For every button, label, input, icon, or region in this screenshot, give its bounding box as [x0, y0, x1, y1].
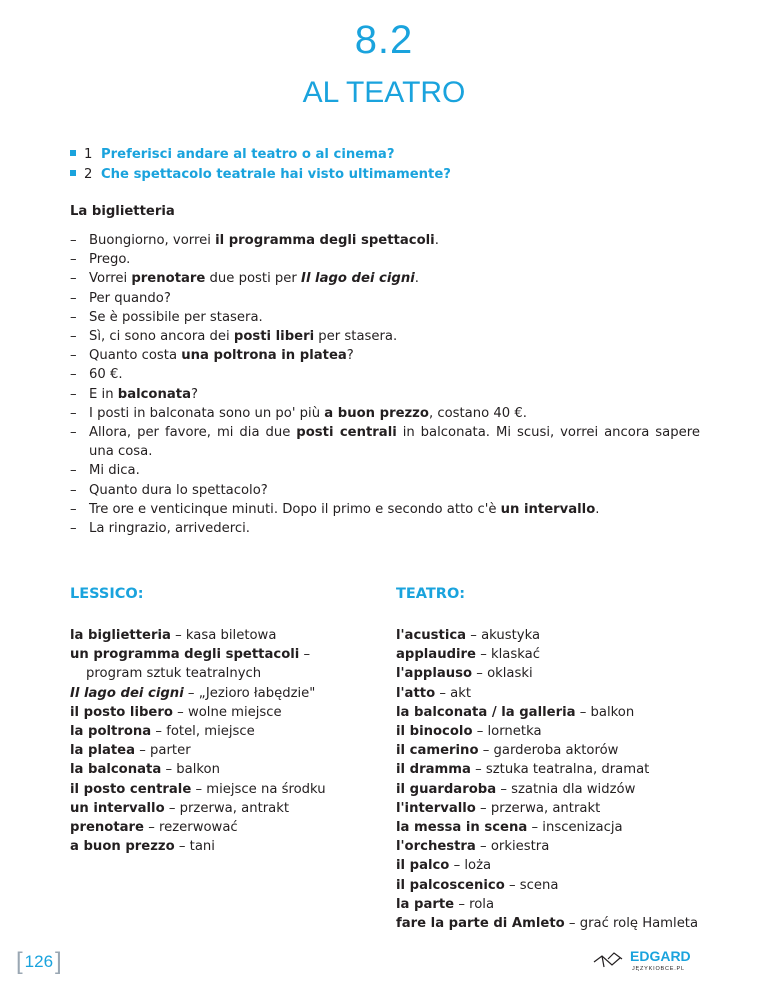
vocab-item — [70, 645, 370, 683]
dialogue-keyword: balconata — [117, 386, 191, 402]
vocab-item — [70, 837, 370, 856]
dialogue-text: ? — [190, 386, 198, 402]
question-item — [70, 165, 451, 185]
dialogue-line — [70, 250, 700, 269]
vocab-separator: – — [579, 704, 587, 720]
vocab-definition: wolne miejsce — [187, 704, 282, 720]
dialogue-line — [70, 500, 700, 519]
dialogue-line — [70, 346, 700, 365]
vocab-item — [396, 895, 726, 914]
logo-text: EDGARD — [630, 948, 691, 964]
vocab-separator: – — [439, 685, 446, 701]
dialogue-text: per stasera. — [314, 329, 398, 345]
vocab-separator: – — [175, 628, 182, 643]
vocab-item — [70, 780, 370, 799]
vocab-separator: – — [500, 781, 507, 797]
section-heading: La biglietteria — [70, 204, 175, 219]
question-list — [70, 145, 451, 185]
dialogue-line — [70, 423, 700, 461]
dash-marker: – — [70, 367, 77, 383]
dash-marker: – — [70, 252, 77, 268]
chapter-number: 8.2 — [354, 18, 414, 62]
vocab-term: il palco — [396, 858, 450, 874]
dialogue-text: in balconata. Mi scusi, vorrei ancora sapere una cosa. — [89, 425, 700, 460]
teatro-list — [396, 626, 726, 933]
vocab-definition: sztuka teatralna, dramat — [485, 762, 650, 778]
vocab-separator: – — [476, 724, 484, 740]
vocab-separator: – — [139, 743, 146, 759]
vocab-definition: inscenizacja — [542, 820, 623, 836]
dialogue-text: Allora, per favore, mi dia due — [89, 425, 297, 441]
vocab-term: la balconata / la galleria — [396, 704, 576, 720]
vocab-term: la messa in scena — [396, 820, 528, 836]
vocab-term: il camerino — [396, 743, 479, 759]
dialogue-keyword: prenotare — [131, 271, 206, 287]
vocab-separator: – — [453, 858, 461, 874]
vocab-definition: parter — [150, 743, 191, 759]
vocab-term: a buon prezzo — [70, 839, 175, 855]
teatro-heading: TEATRO: — [396, 586, 466, 602]
vocab-definition: oklaski — [487, 666, 533, 682]
vocab-item — [396, 760, 726, 779]
vocab-term: il posto centrale — [70, 781, 192, 797]
dialogue-text: E in — [89, 386, 118, 402]
vocab-term: il posto libero — [70, 704, 173, 720]
vocab-separator: – — [178, 839, 186, 855]
dialogue-keyword: a buon prezzo — [324, 405, 429, 421]
vocab-item — [396, 645, 726, 664]
vocab-item — [396, 664, 726, 683]
dialogue-text: 60 €. — [89, 367, 123, 383]
vocab-definition: fotel, miejsce — [166, 724, 255, 740]
dialogue-text: Per quando? — [89, 290, 171, 306]
vocab-definition: rezerwować — [159, 820, 238, 836]
dialogue-line — [70, 327, 700, 346]
dash-marker: – — [70, 501, 77, 517]
dash-marker: – — [70, 463, 77, 479]
vocab-term: la balconata — [70, 762, 162, 778]
vocab-term: l'acustica — [396, 628, 467, 643]
dialogue-text: ? — [346, 348, 354, 364]
vocab-item — [70, 626, 370, 645]
dash-marker: – — [70, 309, 77, 325]
vocab-term: la biglietteria — [70, 628, 171, 643]
vocab-item — [396, 876, 726, 895]
bracket-left-icon: [ — [16, 948, 23, 975]
dialogue-line — [70, 231, 700, 250]
vocab-separator: – — [458, 896, 465, 912]
vocab-separator: – — [480, 647, 487, 663]
dash-marker: – — [70, 521, 77, 537]
vocab-term: il palcoscenico — [396, 877, 505, 893]
dialogue-line — [70, 404, 700, 423]
vocab-term: un programma degli spettacoli — [70, 647, 300, 663]
dialogue-text: . — [434, 233, 439, 248]
dialogue-text: I posti in balconata sono un po' più — [89, 405, 325, 421]
vocab-definition: tani — [189, 839, 215, 855]
vocab-separator: – — [187, 685, 195, 701]
vocab-separator: – — [165, 762, 173, 778]
dialogue-line — [70, 519, 700, 538]
vocab-item — [70, 799, 370, 818]
dialogue-keyword: posti centrali — [296, 425, 397, 441]
vocab-item — [396, 856, 726, 875]
dash-marker: – — [70, 290, 77, 306]
dialogue-text: . — [414, 271, 419, 287]
lessico-heading: LESSICO: — [70, 586, 144, 602]
dialogue-text: Vorrei — [89, 271, 132, 287]
dash-marker: – — [70, 425, 77, 441]
lessico-list — [70, 626, 370, 856]
vocab-item — [396, 780, 726, 799]
vocab-definition: garderoba aktorów — [493, 743, 619, 759]
square-bullet-icon — [70, 150, 76, 156]
vocab-definition: scena — [519, 877, 559, 893]
question-number: 2 — [84, 167, 93, 182]
dialogue-keyword: posti liberi — [233, 329, 315, 345]
vocab-separator: – — [480, 800, 487, 816]
dialogue-text: Buongiorno, vorrei — [89, 233, 216, 248]
vocab-definition: szatnia dla widzów — [511, 781, 636, 797]
vocab-term: l'orchestra — [396, 839, 476, 855]
vocab-item — [396, 914, 726, 933]
dash-marker: – — [70, 271, 77, 287]
dialogue-keyword: un intervallo — [500, 501, 596, 517]
dialogue-line — [70, 461, 700, 480]
dialogue-text: Sì, ci sono ancora dei — [89, 329, 234, 345]
dialogue-text: La ringrazio, arrivederci. — [89, 521, 250, 537]
vocab-definition: akustyka — [481, 628, 541, 643]
vocab-definition: grać rolę Hamleta — [579, 916, 699, 932]
vocab-term: un intervallo — [70, 800, 165, 816]
vocab-term: fare la parte di Amleto — [396, 916, 565, 932]
vocab-separator: – — [508, 877, 516, 893]
vocab-separator: – — [168, 800, 176, 816]
vocab-definition: przerwa, antrakt — [490, 800, 601, 816]
dialogue-line — [70, 365, 700, 384]
edgard-logo — [592, 945, 702, 975]
page-number — [16, 948, 62, 976]
vocab-term: applaudire — [396, 647, 476, 663]
vocab-separator: – — [195, 781, 203, 797]
dialogue-text: due posti per — [205, 271, 302, 287]
square-bullet-icon — [70, 170, 76, 176]
vocab-separator: – — [148, 820, 155, 836]
vocab-term: prenotare — [70, 820, 144, 836]
vocab-item — [70, 818, 370, 837]
vocab-item — [396, 626, 726, 645]
dash-marker: – — [70, 405, 77, 421]
dialogue-text: Quanto dura lo spettacolo? — [89, 482, 268, 498]
dash-marker: – — [70, 348, 77, 364]
vocab-definition: lornetka — [487, 724, 542, 740]
vocab-item — [396, 799, 726, 818]
dialogue-text: Prego. — [89, 252, 131, 268]
vocab-separator: – — [470, 628, 477, 643]
dash-marker: – — [70, 482, 77, 498]
dialogue-text: Quanto costa — [89, 348, 182, 364]
vocab-definition: balkon — [176, 762, 220, 778]
vocab-definition: balkon — [590, 704, 635, 720]
dialogue-keyword: Il lago dei cigni — [301, 271, 415, 287]
dialogue-text: Mi dica. — [89, 463, 140, 479]
dialogue-keyword: una poltrona in platea — [181, 348, 347, 364]
vocab-item — [70, 760, 370, 779]
vocab-term: la poltrona — [70, 724, 152, 740]
vocab-item — [396, 837, 726, 856]
vocab-separator: – — [475, 762, 482, 778]
vocab-definition: klaskać — [491, 647, 540, 663]
dialogue-text: Tre ore e venticinque minuti. Dopo il primo e secondo atto c'è — [89, 501, 501, 517]
dialogue-line — [70, 269, 700, 288]
vocab-item — [70, 684, 370, 703]
page-number-value: 126 — [24, 952, 54, 971]
vocab-item — [396, 741, 726, 760]
dialogue-line — [70, 385, 700, 404]
vocab-term: la platea — [70, 743, 136, 759]
vocab-term: il guardaroba — [396, 781, 497, 797]
vocab-separator: – — [482, 743, 490, 759]
vocab-item — [396, 684, 726, 703]
vocab-item — [70, 722, 370, 741]
vocab-definition: rola — [469, 896, 495, 912]
vocab-separator: – — [177, 704, 184, 720]
vocab-separator: – — [476, 666, 483, 682]
vocab-definition: program sztuk teatralnych — [86, 666, 262, 682]
dash-marker: – — [70, 233, 77, 248]
question-text: Preferisci andare al teatro o al cinema? — [100, 147, 395, 162]
dialogue-line — [70, 481, 700, 500]
vocab-term: il binocolo — [396, 724, 473, 740]
dialogue-text: . — [595, 501, 600, 517]
vocab-term: Il lago dei cigni — [70, 685, 184, 701]
question-item — [70, 145, 451, 165]
vocab-separator: – — [568, 916, 576, 932]
dialogue-text: , costano 40 €. — [428, 405, 527, 421]
vocab-definition: przerwa, antrakt — [179, 800, 290, 816]
vocab-item — [396, 703, 726, 722]
chapter-title: AL TEATRO — [302, 76, 466, 109]
vocab-definition: kasa biletowa — [185, 628, 277, 643]
vocab-item — [396, 722, 726, 741]
vocab-term: l'intervallo — [396, 800, 476, 816]
vocab-item — [396, 818, 726, 837]
vocab-definition: orkiestra — [490, 839, 550, 855]
vocab-definition: „Jezioro łabędzie" — [198, 685, 316, 701]
vocab-item — [70, 703, 370, 722]
vocab-definition: loża — [464, 858, 492, 874]
question-text: Che spettacolo teatrale hai visto ultimamente? — [100, 167, 451, 182]
dash-marker: – — [70, 386, 77, 402]
logo-subtext: JĘZYKIOBCE.PL — [632, 966, 685, 972]
dialogue-keyword: il programma degli spettacoli — [215, 233, 435, 248]
dash-marker: – — [70, 329, 77, 345]
bracket-right-icon: ] — [55, 948, 62, 975]
vocab-item — [70, 741, 370, 760]
dialogue-text: Se è possibile per stasera. — [89, 309, 263, 325]
vocab-separator: – — [531, 820, 539, 836]
vocab-definition: miejsce na środku — [206, 781, 326, 797]
dialogue-line — [70, 308, 700, 327]
vocab-separator: – — [303, 647, 311, 663]
dialogue-line — [70, 289, 700, 308]
vocab-term: l'atto — [396, 685, 436, 701]
vocab-separator: – — [155, 724, 162, 740]
vocab-term: il dramma — [396, 762, 471, 778]
vocab-separator: – — [480, 839, 487, 855]
logo-mark-icon — [594, 953, 622, 967]
vocab-definition: akt — [450, 685, 472, 701]
question-number: 1 — [84, 147, 93, 162]
dialogue — [70, 231, 700, 538]
vocab-term: l'applauso — [396, 666, 473, 682]
vocab-term: la parte — [396, 896, 455, 912]
